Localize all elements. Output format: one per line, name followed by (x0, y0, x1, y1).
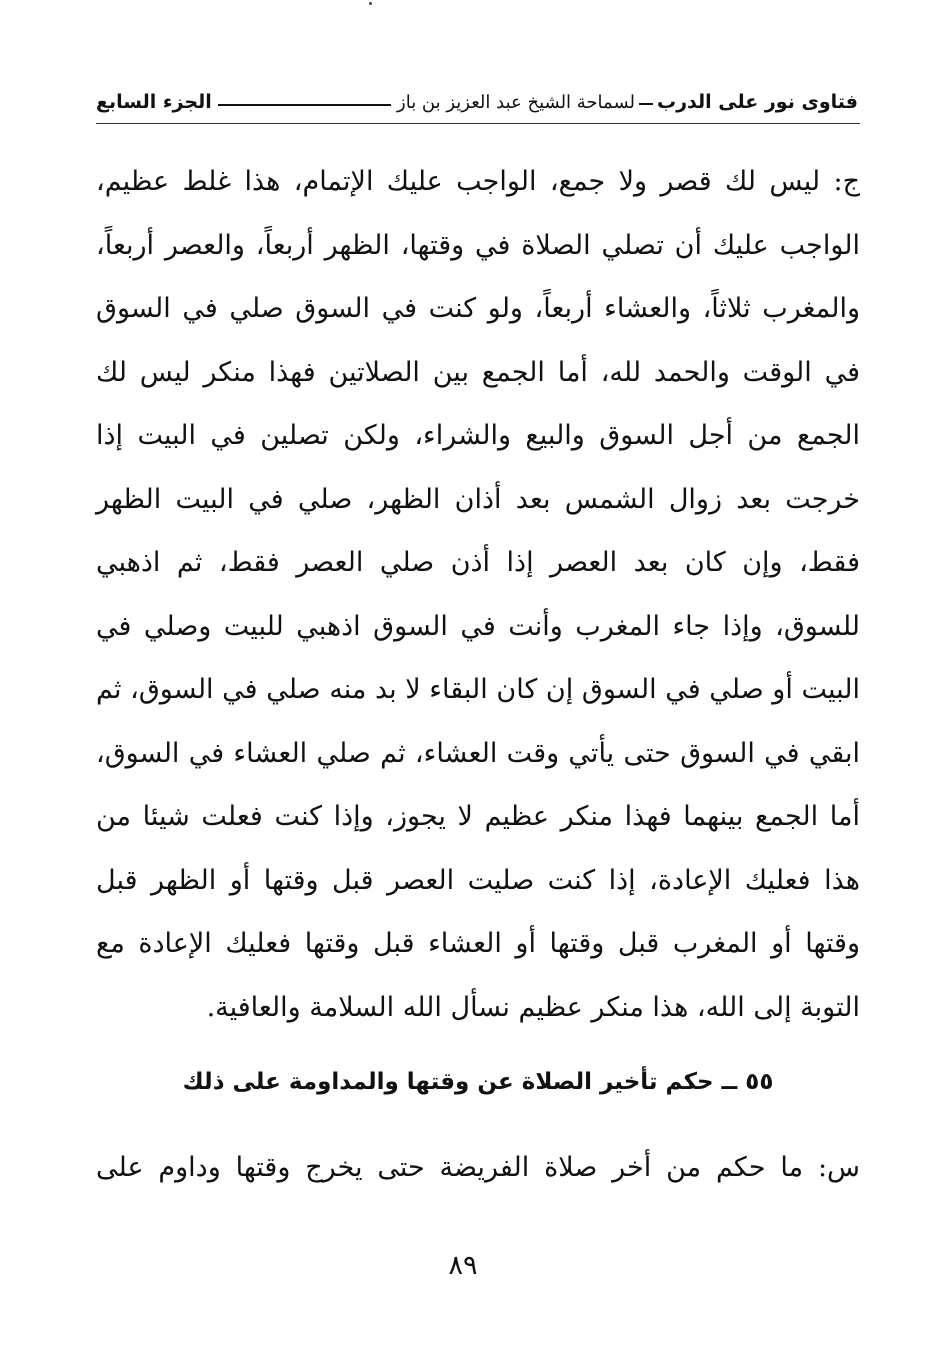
scan-mark (369, 2, 372, 5)
answer-text: ج: ليس لك قصر ولا جمع، الواجب عليك الإتمام، هذا غلط عظيم، الواجب عليك أن تصلي الصلاة في وقتها، الظهر أربعاً، والعصر أربعاً، والمغرب ثلاثاً، والعشاء أربعاً، ولو كنت في السوق صلي في السوق في الوقت والحمد لله، أما الجمع بين الصلاتين فهذا منكر ليس لك الجمع من أجل السوق والبيع والشراء، ولكن تصلين في البيت إذا خرجت بعد زوال الشمس بعد أذان الظهر، صلي في البيت الظهر فقط، وإن كان بعد العصر إذا أذن صلي العصر فقط، ثم اذهبي للسوق، وإذا جاء المغرب وأنت في السوق اذهبي للبيت وصلي في البيت أو صلي في السوق إن كان البقاء لا بد منه صلي في السوق، ثم ابقي في السوق حتى يأتي وقت العشاء، ثم صلي العشاء في السوق، أما الجمع بينهما فهذا منكر عظيم لا يجوز، وإذا كنت فعلت شيئا من هذا فعليك الإعادة، إذا كنت صليت العصر قبل وقتها أو الظهر قبل وقتها أو المغرب قبل وقتها أو العشاء قبل وقتها فعليك الإعادة مع التوبة إلى الله، هذا منكر عظيم نسأل الله السلامة والعافية. (96, 166, 860, 1023)
question-paragraph (96, 1136, 860, 1200)
volume-label: الجزء السابع (96, 91, 212, 113)
section-heading: ٥٥ ــ حكم تأخير الصلاة عن وقتها والمداومة على ذلك (182, 1069, 774, 1095)
question-text: س: ما حكم من أخر صلاة الفريضة حتى يخرج وقتها وداوم على (96, 1152, 860, 1183)
header-divider (96, 123, 860, 124)
header-dash (639, 103, 653, 105)
answer-paragraph (96, 150, 860, 1039)
page-number: ٨٩ (448, 1250, 478, 1281)
author-name: لسماحة الشيخ عبد العزيز بن باز (397, 91, 635, 113)
running-header (96, 84, 858, 120)
header-rule (218, 104, 391, 106)
book-title: فتاوى نور على الدرب (657, 91, 858, 113)
